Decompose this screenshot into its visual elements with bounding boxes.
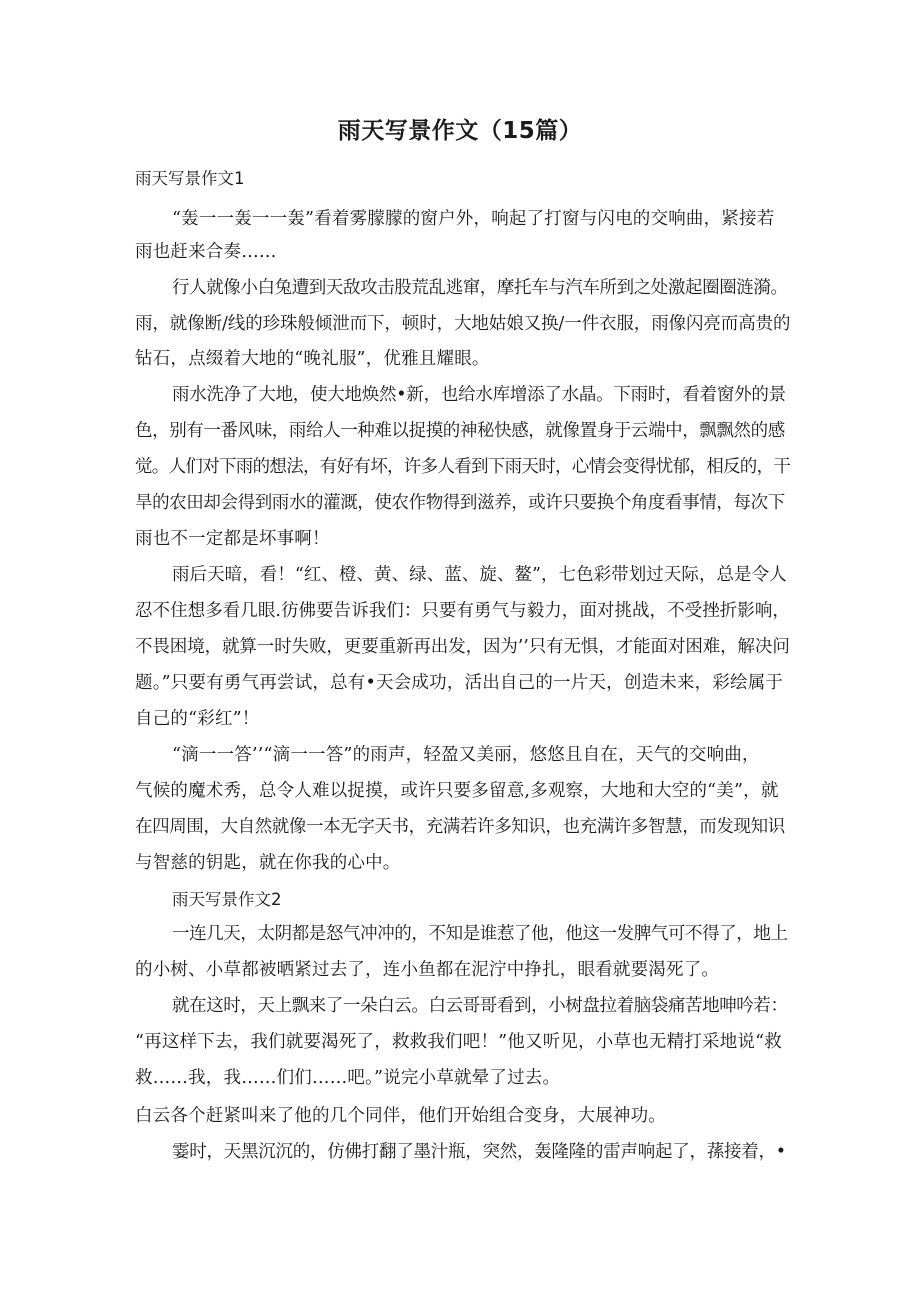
paragraph-line: 雨，就像断/线的珍珠般倾泄而下，顿时，大地姑娘又换/一件衣服，雨像闪亮而高贵的: [135, 314, 791, 334]
paragraph-line: 忍不住想多看几眼.彷佛要告诉我们：只要有勇气与毅力，面对挑战，不受挫折影响，: [135, 601, 790, 621]
paragraph-line: 雨也赶来合奏……: [135, 242, 277, 262]
paragraph-line: “滴一一答’’“滴一一答”的雨声，轻盈又美丽，悠悠且自在，天气的交响曲，: [172, 745, 760, 765]
paragraph-line: 自己的“彩红”！: [135, 709, 260, 729]
paragraph-line: 一连几天，太阴都是怒气冲冲的，不知是谁惹了他，他这一发脾气可不得了，地上: [172, 924, 788, 944]
section-heading-2: 雨天写景作文2: [172, 890, 282, 909]
paragraph-line: 霎时，天黑沉沉的，仿佛打翻了墨汁瓶，突然，轰隆隆的雷声响起了，蓀接着，•: [172, 1142, 786, 1162]
paragraph-line: 钻石，点缀着大地的“晚礼服”，优雅且耀眼。: [135, 349, 490, 369]
paragraph-line: 题。”只要有勇气再尝试，总有•天会成功，活出自己的一片天，创造未来，彩绘属于: [135, 673, 784, 693]
paragraph-line: 色，别有一番风味，雨给人一种难以捉摸的神秘快感，就像置身于云端中，飘飘然的感: [135, 421, 785, 441]
document-title: 雨天写景作文（15篇）: [337, 118, 583, 144]
paragraph-line: 的小树、小草都被晒紧过去了，连小鱼都在泥泞中挣扎，眼看就要渴死了。: [135, 960, 720, 980]
paragraph-line: 在四周围，大自然就像一本无字天书，充满若许多知识，也充满许多智慧，而发现知识: [135, 817, 785, 837]
paragraph-line: 救……我，我……们们……吧。”说完小草就晕了过去。: [135, 1068, 561, 1088]
paragraph-line: 行人就像小白兔遭到天敌攻击股荒乱逃窜，摩托车与汽车所到之处激起圈圈涟漪。: [172, 278, 788, 298]
paragraph-line: 雨也不一定都是坏事啊！: [135, 529, 330, 549]
paragraph-line: “轰一一轰一一轰”看着雾朦朦的窗户外，响起了打窗与闪电的交响曲，紧接若: [172, 209, 775, 229]
paragraph-line: 与智慈的钥匙，就在你我的心中。: [135, 853, 401, 873]
paragraph-line: 不畏困境，就算一时失败，更要重新再出发，因为’’只有无惧，才能面对困难，解决问: [135, 637, 790, 657]
paragraph-line: 觉。人们对下雨的想法，有好有坏，许多人看到下雨天时，心情会变得忧郁，相反的，干: [135, 457, 791, 477]
paragraph-line: 旱的农田却会得到雨水的灌溉，使农作物得到滋养，或许只要换个角度看事情，每次下: [135, 493, 785, 513]
paragraph-line: 就在这时，天上飘来了一朵白云。白云哥哥看到，小树盘拉着脑袋痛苦地呻吟若：: [172, 996, 788, 1016]
paragraph-line: 白云各个赶紧叫来了他的几个同伴，他们开始组合变身，大展神功。: [135, 1106, 666, 1126]
paragraph-line: 雨后天暗，看！“红、橙、黄、绿、蓝、旋、鳌”，七色彩带划过天际，总是令人: [172, 565, 787, 585]
paragraph-line: 气候的魔术秀，总令人难以捉摸，或许只要多留意,多观察，大地和大空的“美”，就: [135, 781, 779, 801]
paragraph-line: “再这样下去，我们就要渴死了，救救我们吧！”他又听见，小草也无精打采地说“救: [135, 1032, 782, 1052]
paragraph-line: 雨水洗净了大地，使大地焕然•新，也给水库增添了水晶。下雨时，看着窗外的景: [172, 385, 786, 405]
section-heading-1: 雨天写景作文1: [135, 169, 245, 188]
